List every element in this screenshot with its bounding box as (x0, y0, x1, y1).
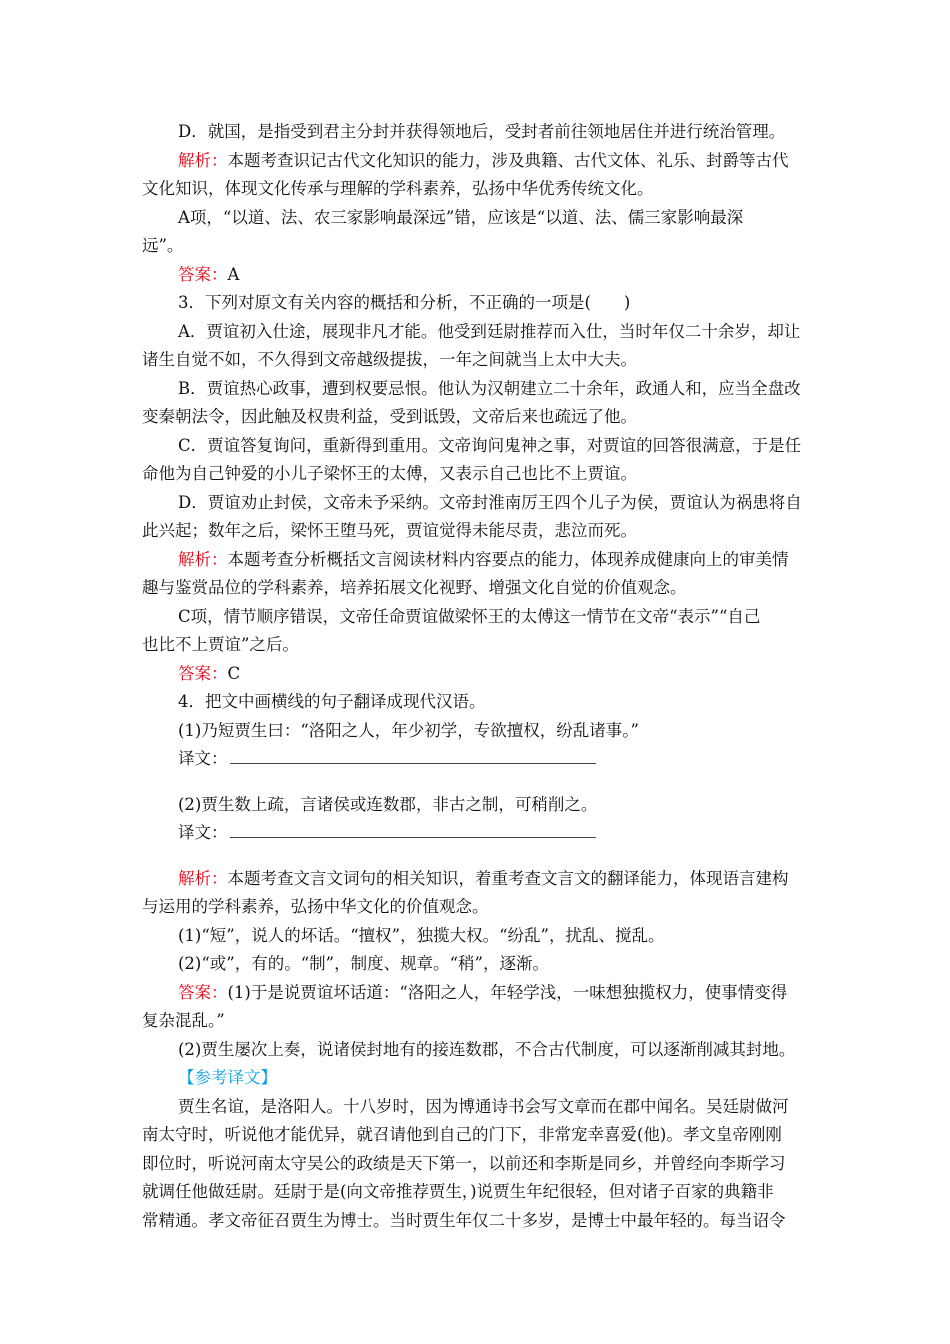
text: 南太守时，听说他才能优异，就召请他到自己的门下，非常宠幸喜爱(他)。孝文皇帝刚刚 (142, 1125, 782, 1144)
text: 3．下列对原文有关内容的概括和分析，不正确的一项是( ) (178, 293, 631, 312)
text-line (142, 403, 808, 432)
text: 此兴起；数年之后，梁怀王堕马死，贾谊觉得未能尽责，悲泣而死。 (142, 521, 637, 540)
text-line (142, 460, 808, 489)
text: B．贾谊热心政事，遭到权要忌恨。他认为汉朝建立二十余年，政通人和，应当全盘改 (178, 378, 801, 398)
text: D．就国，是指受到君主分封并获得领地后，受封者前往领地居住并进行统治管理。 (178, 122, 786, 141)
text: (1)于是说贾谊坏话道：“洛阳之人，年轻学浅，一味想独揽权力，使事情变得 (227, 982, 788, 1002)
text: (2)“或”，有的。“制”，制度、规章。“稍”，逐渐。 (178, 954, 549, 973)
text-line (142, 346, 808, 375)
translation-para-line (142, 1207, 808, 1236)
option-d-line (178, 118, 808, 147)
analysis-line (178, 865, 808, 894)
translation-line-1 (178, 745, 808, 774)
answer-blank[interactable] (230, 820, 596, 838)
text-line (178, 204, 808, 233)
sentence-2 (178, 791, 808, 820)
text: (1)“短”，说人的坏话。“擅权”，独揽大权。“纷乱”，扰乱、搅乱。 (178, 925, 665, 945)
spacer (178, 848, 808, 865)
translation-line-2 (178, 819, 808, 848)
sentence-1 (178, 717, 808, 746)
text-line (142, 232, 808, 261)
text-line (142, 893, 808, 922)
reference-heading (178, 1064, 808, 1093)
text: 命他为自己钟爱的小儿子梁怀王的太傅，又表示自己也比不上贾谊。 (142, 464, 637, 483)
text-line (142, 631, 808, 660)
text: A (227, 264, 240, 284)
text: C．贾谊答复询问，重新得到重用。文帝询问鬼神之事，对贾谊的回答很满意，于是任 (178, 435, 802, 455)
text: 也比不上贾谊”之后。 (142, 635, 299, 654)
analysis-line (178, 147, 808, 176)
translation-label: 译文： (178, 823, 228, 842)
text: 常精通。孝文帝征召贾生为博士。当时贾生年仅二十多岁，是博士中最年轻的。每当诏令 (142, 1210, 786, 1230)
spacer (178, 774, 808, 791)
analysis-line (178, 546, 808, 575)
text: 趣与鉴赏品位的学科素养，培养拓展文化视野、增强文化自觉的价值观念。 (142, 578, 687, 597)
answer-label: 答案： (178, 264, 228, 284)
text-line (142, 574, 808, 603)
answer-line (178, 660, 808, 689)
text: 即位时，听说河南太守吴公的政绩是天下第一，以前还和李斯是同乡，并曾经向李斯学习 (142, 1153, 786, 1173)
text: 本题考查识记古代文化知识的能力，涉及典籍、古代文体、礼乐、封爵等古代 (227, 150, 789, 170)
text: 变秦朝法令，因此触及权贵利益，受到诋毁，文帝后来也疏远了他。 (142, 407, 637, 426)
question-3 (178, 289, 808, 318)
translation-label: 译文： (178, 749, 228, 768)
translation-para-line (142, 1150, 808, 1179)
translation-para-line (142, 1121, 808, 1150)
text: 诸生自觉不如，不久得到文帝越级提拔，一年之间就当上太中大夫。 (142, 350, 637, 369)
option-a-line (178, 318, 808, 347)
text-line (142, 517, 808, 546)
analysis-label: 解析： (178, 150, 228, 170)
text: 与运用的学科素养，弘扬中华文化的价值观念。 (142, 897, 489, 916)
text: 本题考查分析概括文言阅读材料内容要点的能力，体现养成健康向上的审美情 (227, 549, 789, 569)
option-b-line (178, 375, 808, 404)
text-line (142, 1007, 808, 1036)
answer-label: 答案： (178, 663, 228, 683)
analysis-label: 解析： (178, 549, 228, 569)
text: 本题考查文言文词句的相关知识，着重考查文言文的翻译能力，体现语言建构 (227, 868, 789, 888)
text: 贾生名谊，是洛阳人。十八岁时，因为博通诗书会写文章而在郡中闻名。吴廷尉做河 (178, 1096, 789, 1116)
text: 4．把文中画横线的句子翻译成现代汉语。 (178, 692, 486, 711)
text: A．贾谊初入仕途，展现非凡才能。他受到廷尉推荐而入仕，当时年仅二十余岁，却让 (178, 321, 801, 341)
text-line (178, 950, 808, 979)
text: 远”。 (142, 236, 184, 255)
reference-label: 【参考译文】 (178, 1068, 277, 1087)
translation-para-line (178, 1093, 808, 1122)
analysis-label: 解析： (178, 868, 228, 888)
option-c-line (178, 432, 808, 461)
text-line (178, 603, 808, 632)
answer-label: 答案： (178, 982, 228, 1002)
answer-line (178, 979, 808, 1008)
text-line (178, 1036, 808, 1065)
text: A项，“以道、法、农三家影响最深远”错，应该是“以道、法、儒三家影响最深 (178, 207, 744, 227)
answer-blank[interactable] (230, 746, 596, 764)
question-4 (178, 688, 808, 717)
text: 文化知识，体现文化传承与理解的学科素养，弘扬中华优秀传统文化。 (142, 179, 654, 198)
text: (1)乃短贾生曰：“洛阳之人，年少初学，专欲擅权，纷乱诸事。” (178, 720, 639, 740)
text-line (142, 175, 808, 204)
translation-para-line (142, 1178, 808, 1207)
text: 就调任他做廷尉。廷尉于是(向文帝推荐贾生，)说贾生年纪很轻，但对诸子百家的典籍非 (142, 1182, 774, 1201)
text-line (178, 922, 808, 951)
text: D．贾谊劝止封侯，文帝未予采纳。文帝封淮南厉王四个儿子为侯，贾谊认为祸患将自 (178, 492, 802, 512)
text: C项，情节顺序错误，文帝任命贾谊做梁怀王的太傅这一情节在文帝“表示”“自己 (178, 606, 761, 626)
text: C (227, 663, 241, 683)
text: (2)贾生屡次上奏，说诸侯封地有的接连数郡，不合古代制度，可以逐渐削减其封地。 (178, 1039, 796, 1059)
document-body (142, 118, 808, 1235)
text: 复杂混乱。” (142, 1011, 225, 1030)
option-d-line (178, 489, 808, 518)
answer-line (178, 261, 808, 290)
text: (2)贾生数上疏，言诸侯或连数郡，非古之制，可稍削之。 (178, 794, 598, 814)
